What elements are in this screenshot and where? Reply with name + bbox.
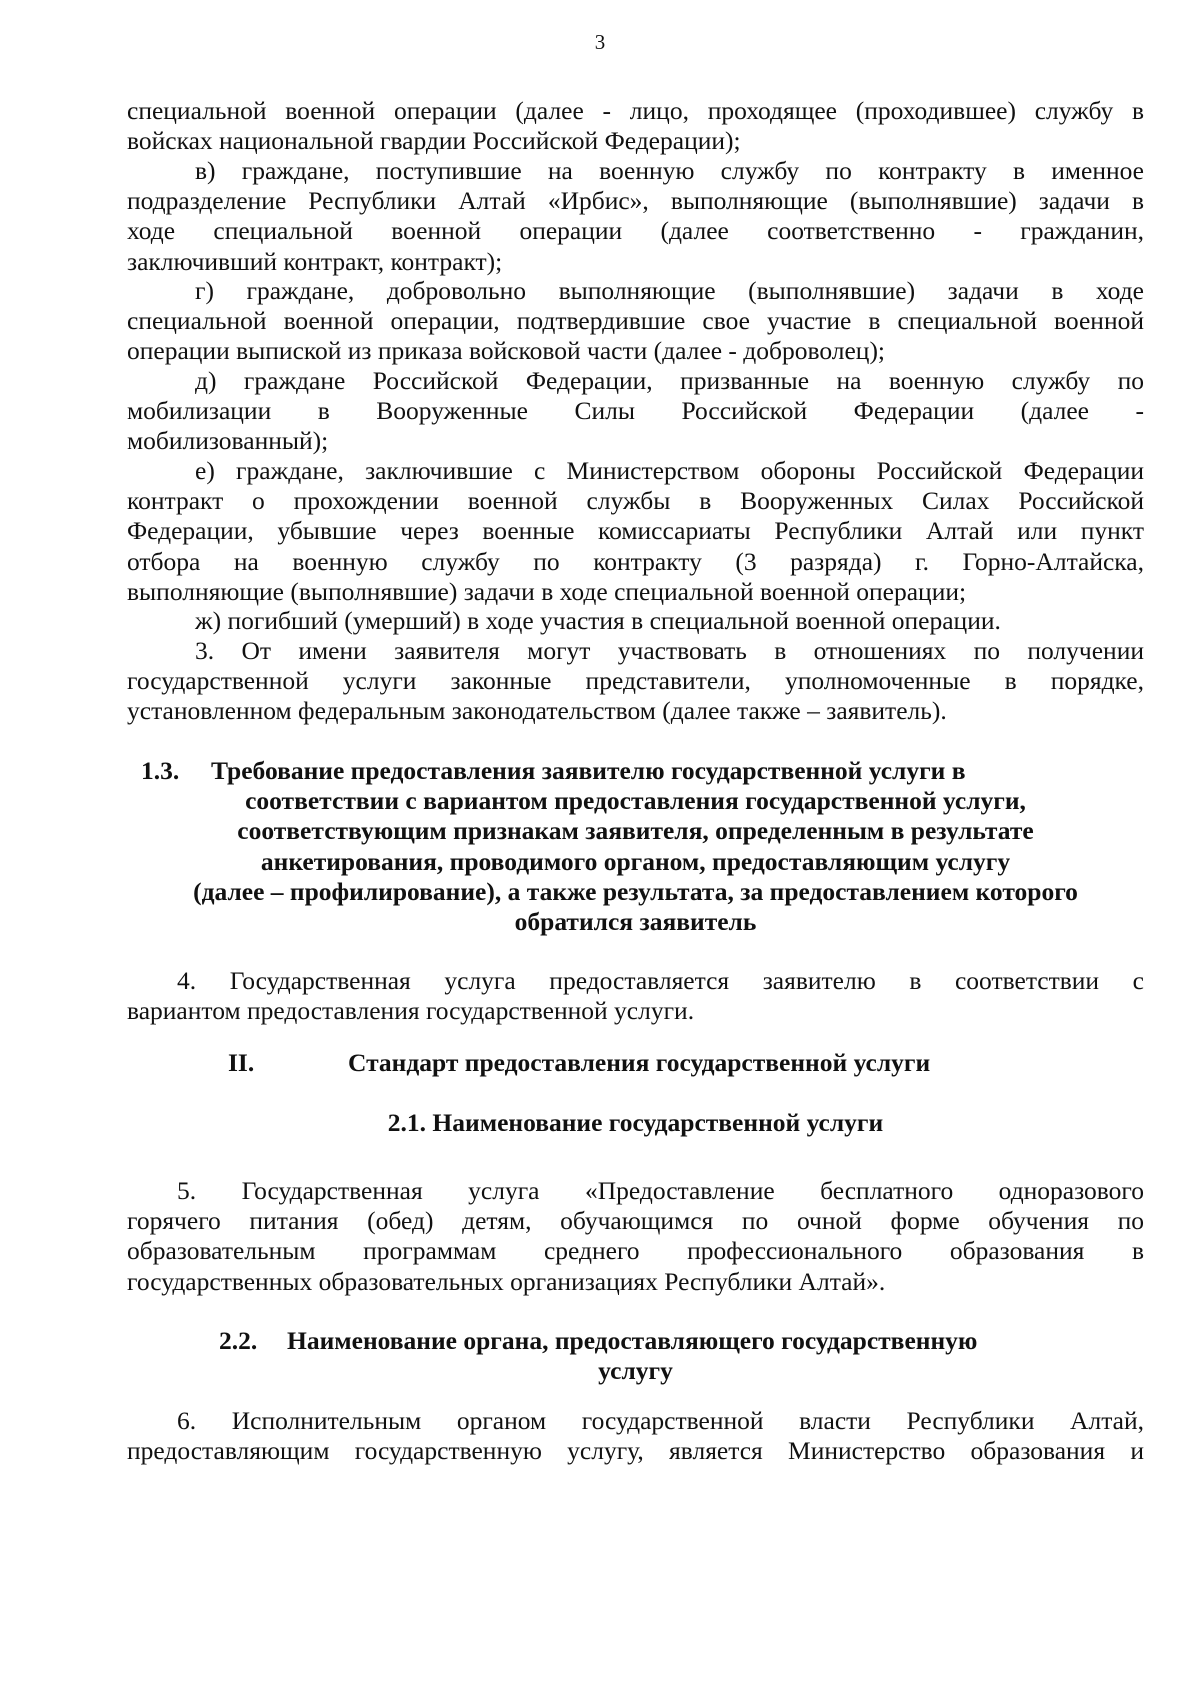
paragraph-b-continuation — [127, 96, 1144, 156]
paragraph-e — [127, 456, 1144, 607]
text-line: ходе специальной военной операции (далее соответственно - гражданин, — [127, 216, 1144, 246]
section-heading-2-2 — [127, 1326, 1144, 1386]
text-line: заключивший контракт, контракт); — [127, 246, 503, 276]
text-line: подразделение Республики Алтай «Ирбис», выполняющие (выполнявшие) задачи в — [127, 186, 1144, 216]
text-line: 5. Государственная услуга «Предоставление бесплатного одноразового — [177, 1176, 1144, 1205]
page-number: 3 — [594, 30, 606, 54]
text-line: специальной военной операции (далее - лицо, проходящее (проходившее) службу в — [127, 96, 1144, 125]
heading-number: 1.3. — [141, 756, 180, 785]
heading-number: 2.2. — [219, 1326, 258, 1355]
heading-line: соответствующим признакам заявителя, определенным в результате — [237, 816, 1034, 846]
text-line: выполняющие (выполнявшие) задачи в ходе специальной военной операции; — [127, 576, 967, 606]
heading-title: 2.1. Наименование государственной услуги — [387, 1108, 884, 1137]
heading-line: услугу — [598, 1356, 673, 1386]
text-line: 3. От имени заявителя могут участвовать в отношениях по получении — [195, 636, 1144, 665]
text-line: горячего питания (обед) детям, обучающимся по очной форме обучения по — [127, 1206, 1144, 1236]
heading-line: соответствии с вариантом предоставления государственной услуги, — [245, 786, 1026, 816]
text-line: 6. Исполнительным органом государственной власти Республики Алтай, — [177, 1406, 1144, 1435]
text-line: в) граждане, поступившие на военную службу по контракту в именное — [195, 156, 1144, 185]
text-line: образовательным программам среднего профессионального образования в — [127, 1236, 1144, 1266]
heading-line: анкетирования, проводимого органом, предоставляющим услугу — [260, 846, 1011, 876]
heading-line: Наименование органа, предоставляющего государственную — [287, 1326, 978, 1355]
paragraph-g — [127, 276, 1144, 367]
heading-number: II. — [228, 1048, 255, 1077]
text-line: вариантом предоставления государственной услуги. — [127, 996, 695, 1026]
text-line: мобилизации в Вооруженные Силы Российской Федерации (далее - — [127, 396, 1144, 426]
text-line: ж) погибший (умерший) в ходе участия в специальной военной операции. — [195, 606, 1001, 635]
paragraph-5 — [127, 1176, 1144, 1297]
text-line: д) граждане Российской Федерации, призванные на военную службу по — [195, 366, 1144, 395]
text-line: операции выпиской из приказа войсковой части (далее - доброволец); — [127, 336, 886, 366]
paragraph-6 — [127, 1406, 1144, 1466]
text-line: контракт о прохождении военной службы в Вооруженных Силах Российской — [127, 486, 1144, 516]
text-line: специальной военной операции, подтвердившие свое участие в специальной военной — [127, 306, 1144, 336]
paragraph-v — [127, 156, 1144, 277]
text-line: войсках национальной гвардии Российской Федерации); — [127, 126, 741, 156]
text-line: предоставляющим государственную услугу, является Министерство образования и — [127, 1436, 1144, 1466]
heading-line: (далее – профилирование), а также результата, за предоставлением которого — [193, 876, 1078, 906]
section-heading-1-3 — [127, 756, 1144, 937]
paragraph-4 — [127, 966, 1144, 1026]
heading-line: Требование предоставления заявителю государственной услуги в — [211, 756, 966, 785]
heading-title: Стандарт предоставления государственной услуги — [348, 1048, 931, 1077]
text-line: государственных образовательных организациях Республики Алтай». — [127, 1266, 886, 1296]
text-line: г) граждане, добровольно выполняющие (выполнявшие) задачи в ходе — [195, 276, 1144, 305]
paragraph-zh — [127, 606, 1144, 636]
text-line: установленном федеральным законодательством (далее также – заявитель). — [127, 696, 947, 726]
text-line: е) граждане, заключившие с Министерством обороны Российской Федерации — [195, 456, 1144, 485]
paragraph-d — [127, 366, 1144, 457]
paragraph-3 — [127, 636, 1144, 727]
text-line: отбора на военную службу по контракту (3 разряда) г. Горно-Алтайска, — [127, 546, 1144, 576]
heading-line: обратился заявитель — [514, 907, 757, 937]
text-line: Федерации, убывшие через военные комиссариаты Республики Алтай или пункт — [127, 516, 1144, 546]
text-line: 4. Государственная услуга предоставляется заявителю в соответствии с — [177, 966, 1144, 995]
text-line: государственной услуги законные представители, уполномоченные в порядке, — [127, 666, 1144, 696]
section-heading-2-1 — [127, 1108, 1144, 1138]
text-line: мобилизованный); — [127, 426, 329, 456]
